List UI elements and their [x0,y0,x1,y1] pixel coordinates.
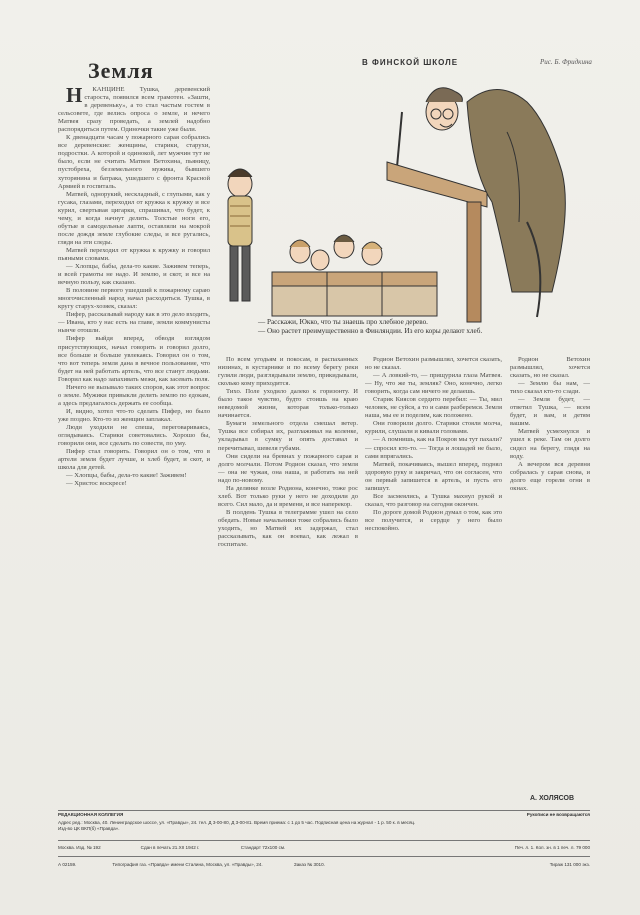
illustration-credit: Рис. Б. Фридкина [540,58,592,66]
cartoon-illustration [212,72,584,334]
print-dates-line [58,845,590,851]
story-paragraph: Матвей, однорукий, нескладный, с глупыми, как у гусака, глазами, переходил от кружка к кружку и все курил, свертывая цигарки, спрашивал, что будет, к чему, и когда начнут делить. Толстые ноги его, обутые в самодельные лапти, оставляли на мокрой после дождя земле глубокие следы, и все ругались, глядя на эти следы. [58,190,210,246]
story-column-1 [58,86,210,801]
caption-line-answer: — Оно растет преимущественно в Финляндии. Из его коры делают хлеб. [258,327,483,335]
editorial-address: Адрес ред.: Москва, 40. Ленинградское шоссе, ул. «Правды», 24. тел. Д 3-00-80, Д 3-00-81. Время приема: с 1 до 5 час. Подписная цена на журнал - 1 р. 50 к. в месяц. [58,820,416,825]
story-paragraph: — Хлопцы, бабы, дела-то какие! Заживем! [66,472,187,480]
story-paragraph: Пифер стал говорить. Говорил он о том, что в артели земля будет лучше, и хлеб будет, и скот, и школа для детей. [58,448,210,472]
story-paragraph: А вечером вся деревня собралась у сарая снова, и долго еще горели огни в окнах. [510,460,590,492]
drop-cap: Н [66,86,83,107]
story-column-3 [365,356,502,806]
illustration-caption [258,318,588,336]
printer-line [58,862,590,868]
paragraph-text: КАНЦИНЕ Тушка, деревенский староста, появился всем грамотен. «Зашти, в деревеньку», а то стал частым гостем в сельсовете, где велись опроса о земле, и нечего Матвея сразу проведать, а землей надобно распорядиться путем. Одиночки такие уже были. [58,86,210,134]
story-paragraph: Они сидели на бревнах у пожарного сарая и долго молчали. Потом Родион сказал, что земля — она не чужая, она наша, и работать на ней надо по-новому. [218,452,358,484]
editorial-board-line [58,812,590,818]
story-paragraph: Матвей переходил от кружка к кружку и говорил пьяными словами. [58,246,210,262]
story-paragraph: В полдень Тушка в телеграмме ушел на село обедать. Новые начальники тоже собрались было уходить, но Матвей их задержал, стал рассказывать, как он воевал, как лежал в госпитале. [218,508,358,549]
story-paragraph: Бумаги земельного отдела смешал ветер. Тушка все собирал их, разглаживал на коленке, укладывал в сумку и опять доставал и перечитывал, шевеля губами. [218,420,358,452]
story-paragraph: И, видно, хотел что-то сделать Пифер, но было уже поздно. Кто-то из женщин заплакал. [58,407,210,423]
story-paragraph: Все засмеялись, а Тушка махнул рукой и сказал, что разговор на сегодня окончен. [365,492,502,508]
print-run: Тираж 131 000 экз. [549,862,590,867]
story-paragraph: — А ловкий-то, — прищурила глаза Матвея. — Ну, что же ты, земляк? Оно, конечно, легко говорить, когда сам ничего не делаешь. [365,372,502,396]
story-paragraph: Родион Ветохин размышлял, хочется сказать, но не сказал. [365,356,502,372]
story-paragraph: На делянке возле Родиона, конечно, тоже рос хлеб. Вот только руки у него не доходили до всего. Сил мало, да и времени, и все наперекор. [218,484,358,508]
manuscripts-note: Рукописи не возвращаются [526,812,590,817]
story-paragraph: — Землю бы нам, — тихо сказал кто-то сзади. [510,380,590,396]
story-paragraph: Матвей, покачиваясь, вышел вперед, поднял здоровую руку и закричал, что он согласен, что он первый запишется в артель, и пусть его запишут. [365,460,502,492]
story-paragraph: Родион Ветохин размышлял, хочется сказать, но не сказал. [510,356,590,380]
story-paragraph: Ничего не вызывало таких споров, как этот вопрос о земле. Мужики привыкли делить землю по едокам, а здесь предлагалось держать ее сообща. [58,383,210,407]
censor-number: А 02159. [58,862,77,867]
story-paragraph: В половине первого ушедший к пожарному сараю многочисленный народ начал расходиться. Тушка, в кругу старух-хозяек, сказал: [58,287,210,311]
footer-divider [58,856,590,857]
story-paragraph: Матвей усмехнулся и ушел к реке. Там он долго сидел на берегу, глядя на воду. [510,428,590,460]
story-paragraph: Они говорили долго. Старики стояли молча, курили, слушали и кивали головами. [365,420,502,436]
story-paragraph: — Христос воскресе! [66,480,127,488]
story-paragraph: — Хлопцы, бабы, дела-то какие. Заживем теперь, и всей грамоты не надо. И землю, и скот, и все на вечную пользу, как сказано. [58,263,210,287]
story-paragraph: — Земля будет, — ответил Тушка, — всем будет, и вам, и детям вашим. [510,396,590,428]
story-title: Земля [88,58,154,83]
story-paragraph: Старик Киясов сердито перебил: — Ты, мил человек, не суйся, а то и сами разберемся. Земля наша, мы ее и поделим, как положено. [365,396,502,420]
footer-divider [58,840,590,841]
footer-divider [58,810,590,811]
story-paragraph: По дороге домой Родион думал о том, как это все получится, и сердце у него было неспокойно. [365,508,502,532]
story-paragraph: — А помнишь, как на Покров мы тут пахали? — спросил кто-то. — Тогда и лошадей не было, сами впрягались. [365,436,502,460]
order-number: Заказ № 3010. [293,862,325,867]
story-column-2 [218,356,358,806]
sheet-count: Печ. л. 1. Кол. зн. в 1 печ. л. 79 000 [514,845,590,850]
print-date: Сдан в печать 21.XII 1942 г. [140,845,200,850]
story-paragraph: К двенадцати часам у пожарного сарая собрались все деревенские: женщины, старики, старухи, подростки. А которой и одинокой, лет мужчин тут не было, если не считать Матвея Ветохина, пьяницу, пустобреха, безземельного мужика, бывшего хуторянина и батрака, ушедшего с фронта Красной Армией в госпиталь. [58,134,210,190]
illustration-heading: В ФИНСКОЙ ШКОЛЕ [362,58,459,67]
editorial-board-label: РЕДАКЦИОННАЯ КОЛЛЕГИЯ [58,812,124,817]
story-column-4 [510,356,590,806]
issue-number: Москва. Изд. № 192 [58,845,101,850]
story-paragraph: Пифер выйдя вперед, обводя взглядом присутствующих, начал говорить и говорил долго, все больше и больше увлекаясь. Говорил он о том, что вот теперь земля дана в вечное пользование, что будет на ней работать артель, что все станут людьми. Говорил как надо запахивать межи, как засевать поля. [58,335,210,383]
caption-line-question: — Расскажи, Юкко, что ты знаешь про хлебное дерево. [258,318,428,326]
publisher-line: Изд-во ЦК ВКП(б) «Правда». [58,826,120,831]
story-paragraph: Тихо. Поле уходило далеко к горизонту. И было такое чувство, будто стоишь на краю неведомой жизни, которая только-только начинается. [218,388,358,420]
paper-standard: Стандарт 72х100 см. [240,845,286,850]
story-paragraph: Пифер, рассказывай народу как в это дело входить, — Ивана, кто у нас есть на главе, земли коммунисты нынче отошли. [58,311,210,335]
story-paragraph: Люди уходили не спеша, переговариваясь, оглядываясь. Старики советовались. Хорошо бы, говорили они, все сделать по совести, по уму. [58,423,210,448]
story-paragraph [58,86,210,134]
printing-house: Типография газ. «Правда» имени Сталина, Москва, ул. «Правды», 24. [112,862,263,867]
story-paragraph: По всем угодьям и покосам, в распаханных низинах, в кустарнике и по всему берегу реки гуляли люди, разглядывали землю, прикидывали, сколько кому приходится. [218,356,358,388]
author-signature: А. ХОЛЯСОВ [530,795,575,802]
